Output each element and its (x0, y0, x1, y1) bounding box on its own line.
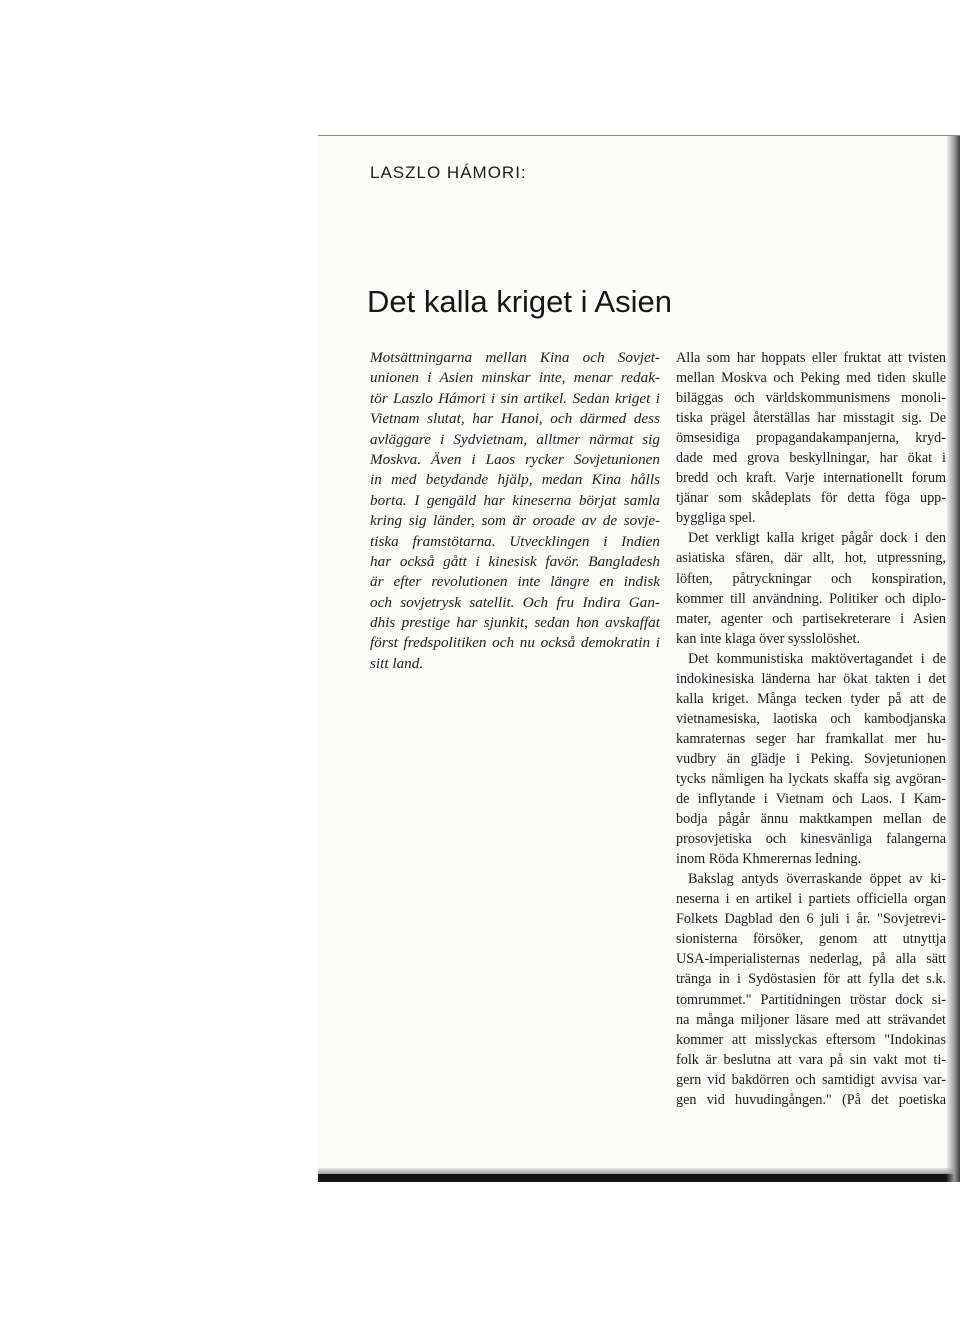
body-line: tiska prägel återställas har misstagit sig. De (676, 410, 946, 427)
lead-line: Moskva. Även i Laos rycker Sovjetunionen (370, 450, 660, 468)
body-line: löften, påtryckningar och konspiration, (676, 570, 946, 587)
body-column (676, 348, 946, 1110)
body-line: folk är beslutna att vara på sin vakt mot ti- (676, 1051, 946, 1068)
body-line: na många miljoner läsare med att strävandet (676, 1011, 946, 1028)
body-line: bodja pågår ännu maktkampen mellan de (676, 811, 946, 828)
body-line: tomrummet." Partitidningen tröstar dock si- (676, 991, 946, 1008)
body-line: prosovjetiska och kinesvänliga falangerna (676, 831, 946, 848)
lead-line: tör Laszlo Hámori i sin artikel. Sedan kriget i (370, 389, 660, 407)
lead-line: sitt land. (370, 654, 424, 672)
lead-line: tiska framstötarna. Utvecklingen i Indien (370, 532, 660, 550)
body-line: tycks nämligen ha lyckats skaffa sig avgöran- (676, 770, 946, 787)
body-line: tränga in i Sydöstasien för att fylla det s.k. (676, 971, 946, 988)
lead-line: unionen i Asien minskar inte, menar redak- (370, 369, 660, 387)
body-line: neserna i en artikel i partiets officiella organ (676, 891, 946, 908)
body-line: kalla kriget. Många tecken tyder på att de (676, 690, 946, 707)
body-line: bredd och kraft. Varje internationellt forum (676, 470, 946, 487)
lead-line: först fredspolitiken och nu också demokratin i (370, 634, 660, 652)
body-line: USA-imperialisternas nederlag, på alla sätt (676, 951, 946, 968)
body-line: inom Röda Khmerernas ledning. (676, 851, 862, 868)
lead-line: och sovjetrysk satellit. Och fru Indira Gan- (370, 593, 660, 611)
body-line: sionisterna försöker, genom att utnyttja (676, 931, 946, 948)
body-line: tjänar som skådeplats för detta föga upp- (676, 490, 946, 507)
body-line: Bakslag antyds överraskande öppet av ki- (688, 871, 946, 888)
lead-line: kring sig länder, som är oroade av de sovje- (370, 512, 660, 530)
body-line: mellan Moskva och Peking med tiden skulle (676, 370, 946, 387)
body-line: dade med grova beskyllningar, har ökat i (676, 450, 946, 467)
article-title: Det kalla kriget i Asien (367, 284, 672, 319)
body-line: gern vid bakdörren och samtidigt avvisa var- (676, 1071, 946, 1088)
body-line: kommer till användning. Politiker och diplo- (676, 590, 946, 607)
body-line: ömsesidiga propagandakampanjerna, kryd- (676, 430, 946, 447)
author-byline: LASZLO HÁMORI: (370, 163, 527, 182)
lead-line: Motsättningarna mellan Kina och Sovjet- (370, 349, 660, 366)
body-line: de inflytande i Vietnam och Laos. I Kam- (676, 791, 946, 808)
lead-line: dhis prestige har sjunkit, sedan hon avskaffat (370, 614, 660, 632)
body-line: Folkets Dagblad den 6 juli i år. "Sovjetrevi- (676, 911, 946, 928)
lead-line: borta. I gengäld har kineserna börjat samla (370, 491, 660, 509)
body-line: kamraternas seger har framkallat mer hu- (676, 730, 946, 747)
body-line: kan inte klaga över sysslolöshet. (676, 630, 861, 647)
page-bottom-edge (318, 1174, 960, 1182)
body-line: Det kommunistiska maktövertagandet i de (688, 650, 946, 667)
body-line: mater, agenter och partisekreterare i Asien (676, 610, 946, 627)
body-line: asiatiska sfären, där allt, hot, utpressning, (676, 550, 946, 567)
body-line: kommer att misslyckas eftersom "Indokinas (676, 1031, 946, 1048)
body-line: Det verkligt kalla kriget pågår dock i den (688, 530, 946, 547)
lead-line: har också gått i kinesisk favör. Bangladesh (370, 552, 660, 570)
lead-line: avläggare i Sydvietnam, alltmer närmat sig (370, 430, 660, 448)
body-line: biläggas och världskommunismens monoli- (676, 390, 946, 407)
lead-line: Vietnam slutat, har Hanoi, och därmed dess (370, 410, 660, 428)
lead-paragraph (370, 348, 660, 674)
body-line: vietnamesiska, laotiska och kambodjanska (676, 710, 946, 727)
body-line: byggliga spel. (676, 510, 756, 527)
body-line: vudbry än glädje i Peking. Sovjetunionen (676, 750, 946, 767)
body-line: Alla som har hoppats eller fruktat att tvisten (676, 350, 946, 366)
page-spine-shadow (946, 136, 960, 1182)
lead-line: är efter revolutionen inte längre en indisk (370, 573, 660, 591)
body-line: gen vid huvudingången." (På det poetiska (676, 1091, 946, 1108)
body-line: indokinesiska länderna har ökat takten i det (676, 670, 946, 687)
lead-line: in med betydande hjälp, medan Kina hålls (370, 471, 660, 489)
